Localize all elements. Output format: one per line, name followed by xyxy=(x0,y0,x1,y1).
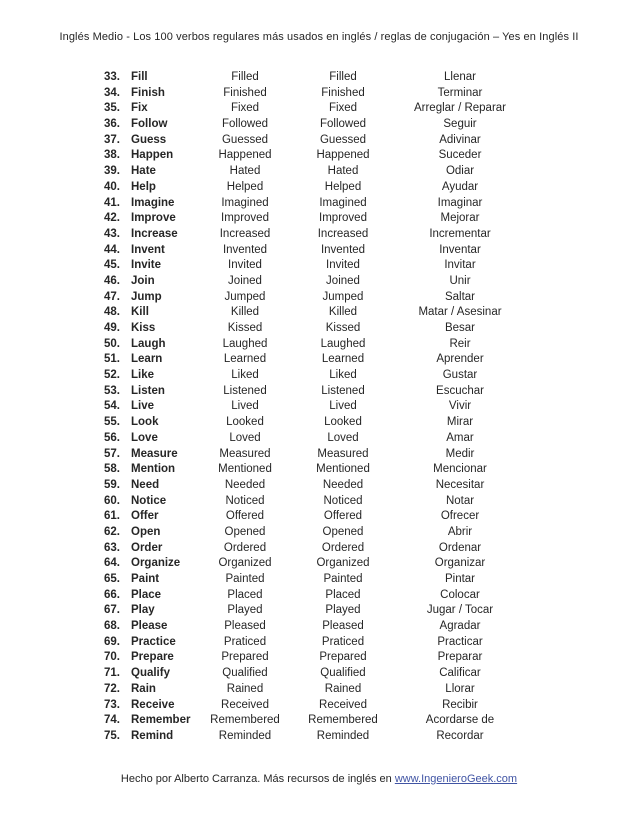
verb-base: Learn xyxy=(131,353,163,366)
verb-base: Fill xyxy=(131,71,148,83)
verb-past-simple: Happened xyxy=(218,149,272,162)
verb-base: Organize xyxy=(131,557,181,570)
table-row xyxy=(103,305,529,321)
table-row xyxy=(103,603,529,619)
table-row xyxy=(103,164,529,180)
verb-number: 40. xyxy=(104,180,120,193)
verb-spanish-translation: Saltar xyxy=(444,290,476,303)
verb-past-participle: Loved xyxy=(327,431,359,444)
verb-past-participle: Jumped xyxy=(322,290,364,303)
verb-past-participle: Killed xyxy=(328,306,358,319)
verb-conjugation-table xyxy=(103,70,529,745)
verb-past-participle: Imagined xyxy=(319,196,367,209)
verb-base: Invent xyxy=(131,243,165,256)
table-row xyxy=(103,243,529,259)
verb-base: Kill xyxy=(131,306,149,319)
verb-past-participle: Opened xyxy=(322,525,364,538)
table-row xyxy=(103,635,529,651)
verb-base: Order xyxy=(131,541,163,554)
verb-past-simple: Invented xyxy=(222,243,268,256)
verb-past-participle: Reminded xyxy=(316,729,370,742)
verb-spanish-translation: Adivinar xyxy=(439,133,481,146)
verb-past-participle: Invented xyxy=(320,243,366,256)
page-title: Inglés Medio - Los 100 verbos regulares más usados en inglés / reglas de conjugación – Yes en Inglés II xyxy=(59,31,579,43)
verb-past-simple: Ordered xyxy=(223,541,267,554)
verb-past-participle: Pleased xyxy=(322,620,364,633)
page-footer xyxy=(0,773,638,785)
verb-past-simple: Kissed xyxy=(227,322,263,334)
verb-number: 33. xyxy=(104,71,120,83)
verb-past-participle: Organized xyxy=(316,557,370,570)
table-row xyxy=(103,117,529,133)
verb-spanish-translation: Ofrecer xyxy=(440,510,480,523)
verb-base: Play xyxy=(131,604,155,617)
table-row xyxy=(103,588,529,604)
verb-spanish-translation: Besar xyxy=(444,322,476,334)
verb-spanish-translation: Notar xyxy=(445,494,475,507)
verb-past-simple: Qualified xyxy=(222,667,268,680)
verb-number: 67. xyxy=(104,604,120,617)
verb-spanish-translation: Ayudar xyxy=(441,180,479,193)
table-row xyxy=(103,290,529,306)
verb-base: Mention xyxy=(131,463,176,476)
verb-base: Help xyxy=(131,180,156,193)
verb-base: Live xyxy=(131,400,155,413)
verb-past-participle: Lived xyxy=(329,400,357,413)
verb-past-participle: Ordered xyxy=(321,541,365,554)
verb-number: 55. xyxy=(104,416,120,429)
verb-past-simple: Imagined xyxy=(221,196,269,209)
verb-spanish-translation: Matar / Asesinar xyxy=(418,306,502,319)
verb-number: 51. xyxy=(104,353,120,366)
verb-base: Measure xyxy=(131,447,178,460)
verb-past-simple: Mentioned xyxy=(218,463,272,476)
verb-spanish-translation: Escuchar xyxy=(436,384,484,397)
verb-past-participle: Fixed xyxy=(328,102,358,115)
verb-past-participle: Followed xyxy=(319,118,367,131)
verb-base: Prepare xyxy=(131,651,174,664)
verb-base: Need xyxy=(131,478,160,491)
verb-base: Like xyxy=(131,369,155,382)
verb-number: 54. xyxy=(104,400,120,413)
verb-number: 69. xyxy=(104,635,120,648)
footer-website-link[interactable]: www.IngenieroGeek.com xyxy=(394,773,518,785)
verb-past-participle: Painted xyxy=(323,573,363,585)
verb-number: 39. xyxy=(104,165,120,178)
verb-base: Fix xyxy=(131,102,148,115)
verb-spanish-translation: Mirar xyxy=(446,416,474,429)
verb-past-participle: Remembered xyxy=(308,714,378,727)
verb-base: Invite xyxy=(131,259,162,272)
verb-past-participle: Placed xyxy=(325,588,361,601)
verb-spanish-translation: Seguir xyxy=(443,118,477,131)
verb-past-simple: Opened xyxy=(224,525,266,538)
verb-past-simple: Helped xyxy=(226,180,264,193)
verb-number: 74. xyxy=(104,714,120,727)
verb-number: 68. xyxy=(104,620,120,633)
table-row xyxy=(103,211,529,227)
verb-number: 47. xyxy=(104,290,120,303)
verb-past-simple: Increased xyxy=(219,227,271,240)
verb-spanish-translation: Mejorar xyxy=(440,212,480,225)
verb-base: Guess xyxy=(131,133,167,146)
verb-past-simple: Liked xyxy=(231,369,259,382)
table-row xyxy=(103,447,529,463)
verb-past-participle: Mentioned xyxy=(316,463,370,476)
table-row xyxy=(103,541,529,557)
verb-spanish-translation: Invitar xyxy=(444,259,476,272)
verb-past-simple: Killed xyxy=(230,306,260,319)
verb-past-simple: Placed xyxy=(227,588,263,601)
verb-number: 50. xyxy=(104,337,120,350)
verb-number: 42. xyxy=(104,212,120,225)
verb-past-simple: Noticed xyxy=(225,494,265,507)
table-row xyxy=(103,525,529,541)
verb-spanish-translation: Amar xyxy=(446,431,474,444)
verb-past-simple: Measured xyxy=(219,447,271,460)
verb-spanish-translation: Necesitar xyxy=(435,478,485,491)
verb-past-simple: Finished xyxy=(223,86,267,99)
verb-spanish-translation: Llorar xyxy=(445,682,475,695)
verb-past-participle: Noticed xyxy=(323,494,363,507)
verb-past-participle: Played xyxy=(325,604,361,617)
verb-past-simple: Filled xyxy=(231,71,259,83)
verb-past-participle: Joined xyxy=(326,274,360,287)
verb-past-participle: Hated xyxy=(327,165,359,178)
verb-number: 62. xyxy=(104,525,120,538)
verb-past-participle: Finished xyxy=(321,86,365,99)
verb-spanish-translation: Aprender xyxy=(436,353,484,366)
verb-past-simple: Painted xyxy=(225,573,265,585)
verb-past-simple: Received xyxy=(221,698,269,711)
verb-spanish-translation: Odiar xyxy=(445,165,475,178)
verb-base: Open xyxy=(131,525,161,538)
verb-past-participle: Rained xyxy=(324,682,362,695)
table-row xyxy=(103,133,529,149)
table-row xyxy=(103,399,529,415)
table-row xyxy=(103,70,529,86)
table-row xyxy=(103,227,529,243)
verb-past-simple: Improved xyxy=(221,212,269,225)
verb-number: 37. xyxy=(104,133,120,146)
verb-number: 63. xyxy=(104,541,120,554)
verb-number: 44. xyxy=(104,243,120,256)
verb-spanish-translation: Calificar xyxy=(439,667,481,680)
verb-base: Join xyxy=(131,274,155,287)
verb-past-participle: Helped xyxy=(324,180,362,193)
verb-past-simple: Praticed xyxy=(223,635,267,648)
verb-spanish-translation: Practicar xyxy=(437,635,483,648)
verb-number: 70. xyxy=(104,651,120,664)
verb-past-simple: Prepared xyxy=(221,651,269,664)
verb-past-participle: Listened xyxy=(321,384,365,397)
verb-past-participle: Increased xyxy=(317,227,369,240)
verb-number: 65. xyxy=(104,573,120,585)
verb-past-simple: Loved xyxy=(229,431,261,444)
verb-number: 61. xyxy=(104,510,120,523)
verb-number: 57. xyxy=(104,447,120,460)
verb-base: Remember xyxy=(131,714,191,727)
verb-past-participle: Measured xyxy=(317,447,369,460)
verb-past-participle: Invited xyxy=(326,259,360,272)
verb-past-simple: Guessed xyxy=(221,133,269,146)
table-row xyxy=(103,650,529,666)
verb-past-simple: Lived xyxy=(231,400,259,413)
verb-past-participle: Guessed xyxy=(319,133,367,146)
verb-base: Rain xyxy=(131,682,156,695)
verb-spanish-translation: Ordenar xyxy=(438,541,482,554)
verb-spanish-translation: Recordar xyxy=(436,729,484,742)
verb-base: Hate xyxy=(131,165,156,178)
verb-number: 43. xyxy=(104,227,120,240)
table-row xyxy=(103,86,529,102)
verb-past-participle: Offered xyxy=(323,510,363,523)
table-row xyxy=(103,196,529,212)
verb-base: Qualify xyxy=(131,667,170,680)
verb-number: 38. xyxy=(104,149,120,162)
verb-number: 59. xyxy=(104,478,120,491)
verb-past-simple: Looked xyxy=(226,416,264,429)
table-row xyxy=(103,337,529,353)
verb-number: 64. xyxy=(104,557,120,570)
table-row xyxy=(103,180,529,196)
verb-number: 60. xyxy=(104,494,120,507)
verb-spanish-translation: Arreglar / Reparar xyxy=(413,102,507,115)
verb-base: Finish xyxy=(131,86,165,99)
verb-spanish-translation: Terminar xyxy=(437,86,483,99)
verb-past-simple: Needed xyxy=(224,478,266,491)
table-row xyxy=(103,478,529,494)
verb-base: Practice xyxy=(131,635,176,648)
verb-past-simple: Joined xyxy=(228,274,262,287)
table-row xyxy=(103,258,529,274)
verb-base: Laugh xyxy=(131,337,166,350)
verb-past-simple: Remembered xyxy=(210,714,280,727)
verb-past-participle: Received xyxy=(319,698,367,711)
verb-past-simple: Learned xyxy=(223,353,267,366)
verb-number: 58. xyxy=(104,463,120,476)
verb-number: 72. xyxy=(104,682,120,695)
table-row xyxy=(103,368,529,384)
verb-past-simple: Hated xyxy=(229,165,261,178)
table-row xyxy=(103,494,529,510)
verb-past-participle: Learned xyxy=(321,353,365,366)
verb-past-participle: Filled xyxy=(329,71,357,83)
verb-spanish-translation: Gustar xyxy=(442,369,478,382)
verb-base: Paint xyxy=(131,573,160,585)
verb-base: Look xyxy=(131,416,159,429)
verb-past-simple: Reminded xyxy=(218,729,272,742)
verb-base: Increase xyxy=(131,227,178,240)
verb-spanish-translation: Reir xyxy=(449,337,471,350)
table-row xyxy=(103,384,529,400)
table-row xyxy=(103,148,529,164)
verb-number: 36. xyxy=(104,118,120,131)
verb-past-participle: Prepared xyxy=(319,651,367,664)
verb-number: 46. xyxy=(104,274,120,287)
verb-number: 73. xyxy=(104,698,120,711)
verb-spanish-translation: Llenar xyxy=(444,71,476,83)
verb-spanish-translation: Acordarse de xyxy=(425,714,495,727)
verb-past-participle: Looked xyxy=(324,416,362,429)
table-row xyxy=(103,556,529,572)
verb-spanish-translation: Recibir xyxy=(442,698,478,711)
verb-past-simple: Laughed xyxy=(222,337,268,350)
footer-credit-text: Hecho por Alberto Carranza. Más recursos de inglés en xyxy=(120,773,395,785)
verb-past-participle: Qualified xyxy=(320,667,366,680)
verb-spanish-translation: Preparar xyxy=(437,651,483,664)
verb-base: Please xyxy=(131,620,168,633)
verb-base: Love xyxy=(131,431,158,444)
verb-number: 53. xyxy=(104,384,120,397)
verb-past-simple: Jumped xyxy=(224,290,266,303)
verb-past-simple: Organized xyxy=(218,557,272,570)
verb-spanish-translation: Incrementar xyxy=(429,227,491,240)
table-row xyxy=(103,321,529,337)
verb-base: Place xyxy=(131,588,162,601)
verb-number: 35. xyxy=(104,102,120,115)
verb-number: 75. xyxy=(104,729,120,742)
verb-past-simple: Listened xyxy=(223,384,267,397)
verb-base: Improve xyxy=(131,212,176,225)
table-row xyxy=(103,682,529,698)
table-row xyxy=(103,352,529,368)
verb-past-simple: Offered xyxy=(225,510,265,523)
verb-spanish-translation: Imaginar xyxy=(437,196,483,209)
verb-spanish-translation: Medir xyxy=(445,447,475,460)
verb-number: 41. xyxy=(104,196,120,209)
verb-base: Remind xyxy=(131,729,174,742)
verb-base: Notice xyxy=(131,494,167,507)
table-row xyxy=(103,698,529,714)
verb-past-participle: Liked xyxy=(329,369,357,382)
verb-base: Happen xyxy=(131,149,174,162)
verb-number: 48. xyxy=(104,306,120,319)
table-row xyxy=(103,729,529,745)
table-row xyxy=(103,713,529,729)
verb-past-simple: Pleased xyxy=(224,620,266,633)
verb-spanish-translation: Pintar xyxy=(444,573,476,585)
verb-past-participle: Praticed xyxy=(321,635,365,648)
table-row xyxy=(103,431,529,447)
table-row xyxy=(103,619,529,635)
verb-base: Kiss xyxy=(131,322,156,334)
verb-number: 34. xyxy=(104,86,120,99)
verb-spanish-translation: Colocar xyxy=(440,588,480,601)
verb-base: Receive xyxy=(131,698,175,711)
verb-spanish-translation: Jugar / Tocar xyxy=(426,604,494,617)
verb-past-participle: Improved xyxy=(319,212,367,225)
table-row xyxy=(103,101,529,117)
verb-spanish-translation: Inventar xyxy=(439,243,481,256)
verb-base: Offer xyxy=(131,510,159,523)
verb-number: 45. xyxy=(104,259,120,272)
table-row xyxy=(103,462,529,478)
verb-past-participle: Kissed xyxy=(325,322,361,334)
verb-base: Imagine xyxy=(131,196,175,209)
table-row xyxy=(103,274,529,290)
table-row xyxy=(103,666,529,682)
verb-spanish-translation: Organizar xyxy=(434,557,486,570)
verb-past-simple: Followed xyxy=(221,118,269,131)
verb-number: 66. xyxy=(104,588,120,601)
verb-base: Jump xyxy=(131,290,162,303)
verb-spanish-translation: Vivir xyxy=(448,400,472,413)
verb-spanish-translation: Unir xyxy=(449,274,471,287)
verb-past-simple: Fixed xyxy=(230,102,260,115)
verb-past-participle: Needed xyxy=(322,478,364,491)
verb-number: 56. xyxy=(104,431,120,444)
verb-base: Follow xyxy=(131,118,168,131)
verb-number: 71. xyxy=(104,667,120,680)
verb-spanish-translation: Mencionar xyxy=(433,463,487,476)
verb-spanish-translation: Abrir xyxy=(447,525,473,538)
table-row xyxy=(103,572,529,588)
verb-number: 49. xyxy=(104,322,120,334)
verb-spanish-translation: Agradar xyxy=(439,620,481,633)
table-row xyxy=(103,509,529,525)
verb-base: Listen xyxy=(131,384,165,397)
verb-spanish-translation: Suceder xyxy=(438,149,482,162)
verb-past-simple: Invited xyxy=(228,259,262,272)
verb-past-participle: Laughed xyxy=(320,337,366,350)
verb-past-simple: Rained xyxy=(226,682,264,695)
table-row xyxy=(103,415,529,431)
verb-past-simple: Played xyxy=(227,604,263,617)
verb-number: 52. xyxy=(104,369,120,382)
verb-past-participle: Happened xyxy=(316,149,370,162)
